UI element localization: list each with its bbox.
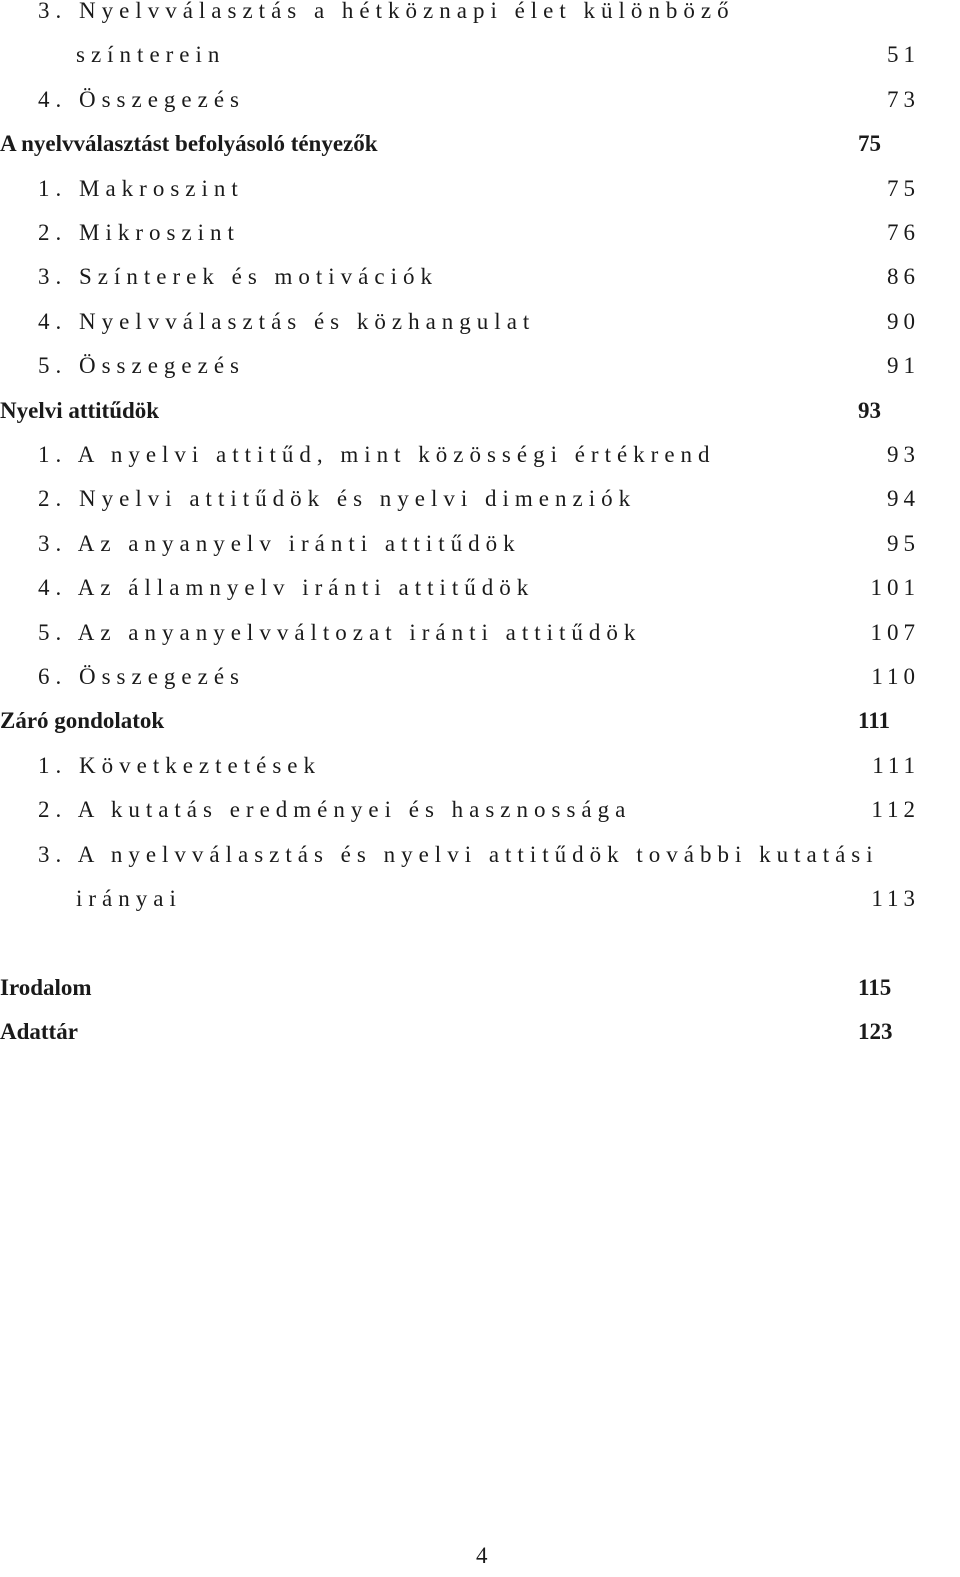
toc-entry-title: 3. Az anyanyelv iránti attitűdök — [38, 530, 521, 556]
toc-entry-title: 6. Összegezés — [38, 664, 246, 689]
toc-entry-row — [0, 442, 960, 486]
toc-entry-page: 107 — [870, 619, 920, 645]
toc-entry-page: 113 — [871, 886, 920, 911]
toc-entry-title: Nyelvi attitűdök — [0, 397, 160, 423]
toc-entry-row — [0, 264, 960, 308]
toc-entry-page: 94 — [887, 486, 920, 512]
toc-entry-title: 3. A nyelvválasztás és nyelvi attitűdök további kutatási — [38, 841, 879, 867]
toc-entry-page: 111 — [858, 708, 890, 734]
toc-entry-title: 1. A nyelvi attitűd, mint közösségi értékrend — [38, 442, 716, 467]
toc-entry-title: 2. Mikroszint — [38, 220, 240, 245]
toc-entry-title: 4. Összegezés — [38, 86, 246, 112]
toc-entry-page: 111 — [872, 752, 920, 778]
toc-entry-title: 5. Az anyanyelvváltozat iránti attitűdök — [38, 619, 642, 645]
toc-entry-row — [0, 220, 960, 264]
toc-entry-title: A nyelvválasztást befolyásoló tényezők — [0, 131, 378, 157]
toc-entry-row — [0, 0, 960, 42]
toc-entry-row — [0, 531, 960, 575]
toc-entry-page: 51 — [887, 42, 920, 68]
toc-entry-page: 75 — [887, 175, 920, 201]
toc-entry-row — [0, 42, 960, 86]
toc-entry-row — [0, 842, 960, 886]
toc-entry-row — [0, 87, 960, 131]
toc-entry-page: 115 — [858, 974, 892, 1000]
page-number: 4 — [476, 1543, 488, 1568]
toc-entry-title: 1. Makroszint — [38, 175, 244, 201]
toc-entry-row — [0, 575, 960, 619]
toc-entry-title: 3. Nyelvválasztás a hétköznapi élet különböző — [38, 0, 735, 23]
toc-section-row — [0, 975, 960, 1019]
toc-entry-title: 4. Nyelvválasztás és közhangulat — [38, 308, 536, 334]
toc-entry-title: 2. A kutatás eredményei és hasznossága — [38, 797, 632, 823]
toc-entry-title: irányai — [76, 886, 182, 911]
toc-entry-title: Adattár — [0, 1019, 78, 1045]
toc-entry-title: 4. Az államnyelv iránti attitűdök — [38, 575, 535, 601]
toc-entry-page: 95 — [887, 530, 920, 556]
toc-entry-row — [0, 797, 960, 841]
toc-entry-page: 101 — [870, 575, 920, 601]
toc-entry-row — [0, 353, 960, 397]
toc-section-row — [0, 708, 960, 752]
toc-entry-row — [0, 753, 960, 797]
toc-entry-page: 110 — [871, 664, 920, 689]
toc-entry-row — [0, 664, 960, 708]
toc-section-row — [0, 131, 960, 175]
toc-entry-page: 75 — [858, 131, 881, 157]
toc-section-row — [0, 398, 960, 442]
toc-entry-page: 93 — [858, 397, 881, 423]
toc-entry-page: 76 — [887, 220, 920, 245]
toc-entry-title: színterein — [76, 42, 226, 68]
toc-entry-page: 86 — [887, 264, 920, 290]
toc-entry-title: 2. Nyelvi attitűdök és nyelvi dimenziók — [38, 486, 637, 512]
toc-section-row — [0, 1019, 960, 1063]
toc-entry-page: 123 — [858, 1019, 893, 1045]
toc-entry-row — [0, 309, 960, 353]
toc-entry-title: 5. Összegezés — [38, 353, 246, 379]
toc-entry-title: Irodalom — [0, 974, 92, 1000]
toc-entry-row — [0, 886, 960, 930]
toc-entry-page: 73 — [887, 86, 920, 112]
toc-entry-title: Záró gondolatok — [0, 708, 165, 734]
toc-entry-page: 90 — [887, 308, 920, 334]
toc-entry-row — [0, 486, 960, 530]
toc-entry-title: 1. Következtetések — [38, 752, 321, 778]
toc-entry-row — [0, 176, 960, 220]
toc-entry-title: 3. Színterek és motivációk — [38, 264, 438, 290]
toc-entry-page: 112 — [871, 797, 920, 823]
toc-entry-row — [0, 620, 960, 664]
toc-entry-page: 93 — [887, 442, 920, 467]
toc-entry-row — [0, 930, 960, 974]
toc-entry-page: 91 — [887, 353, 920, 379]
